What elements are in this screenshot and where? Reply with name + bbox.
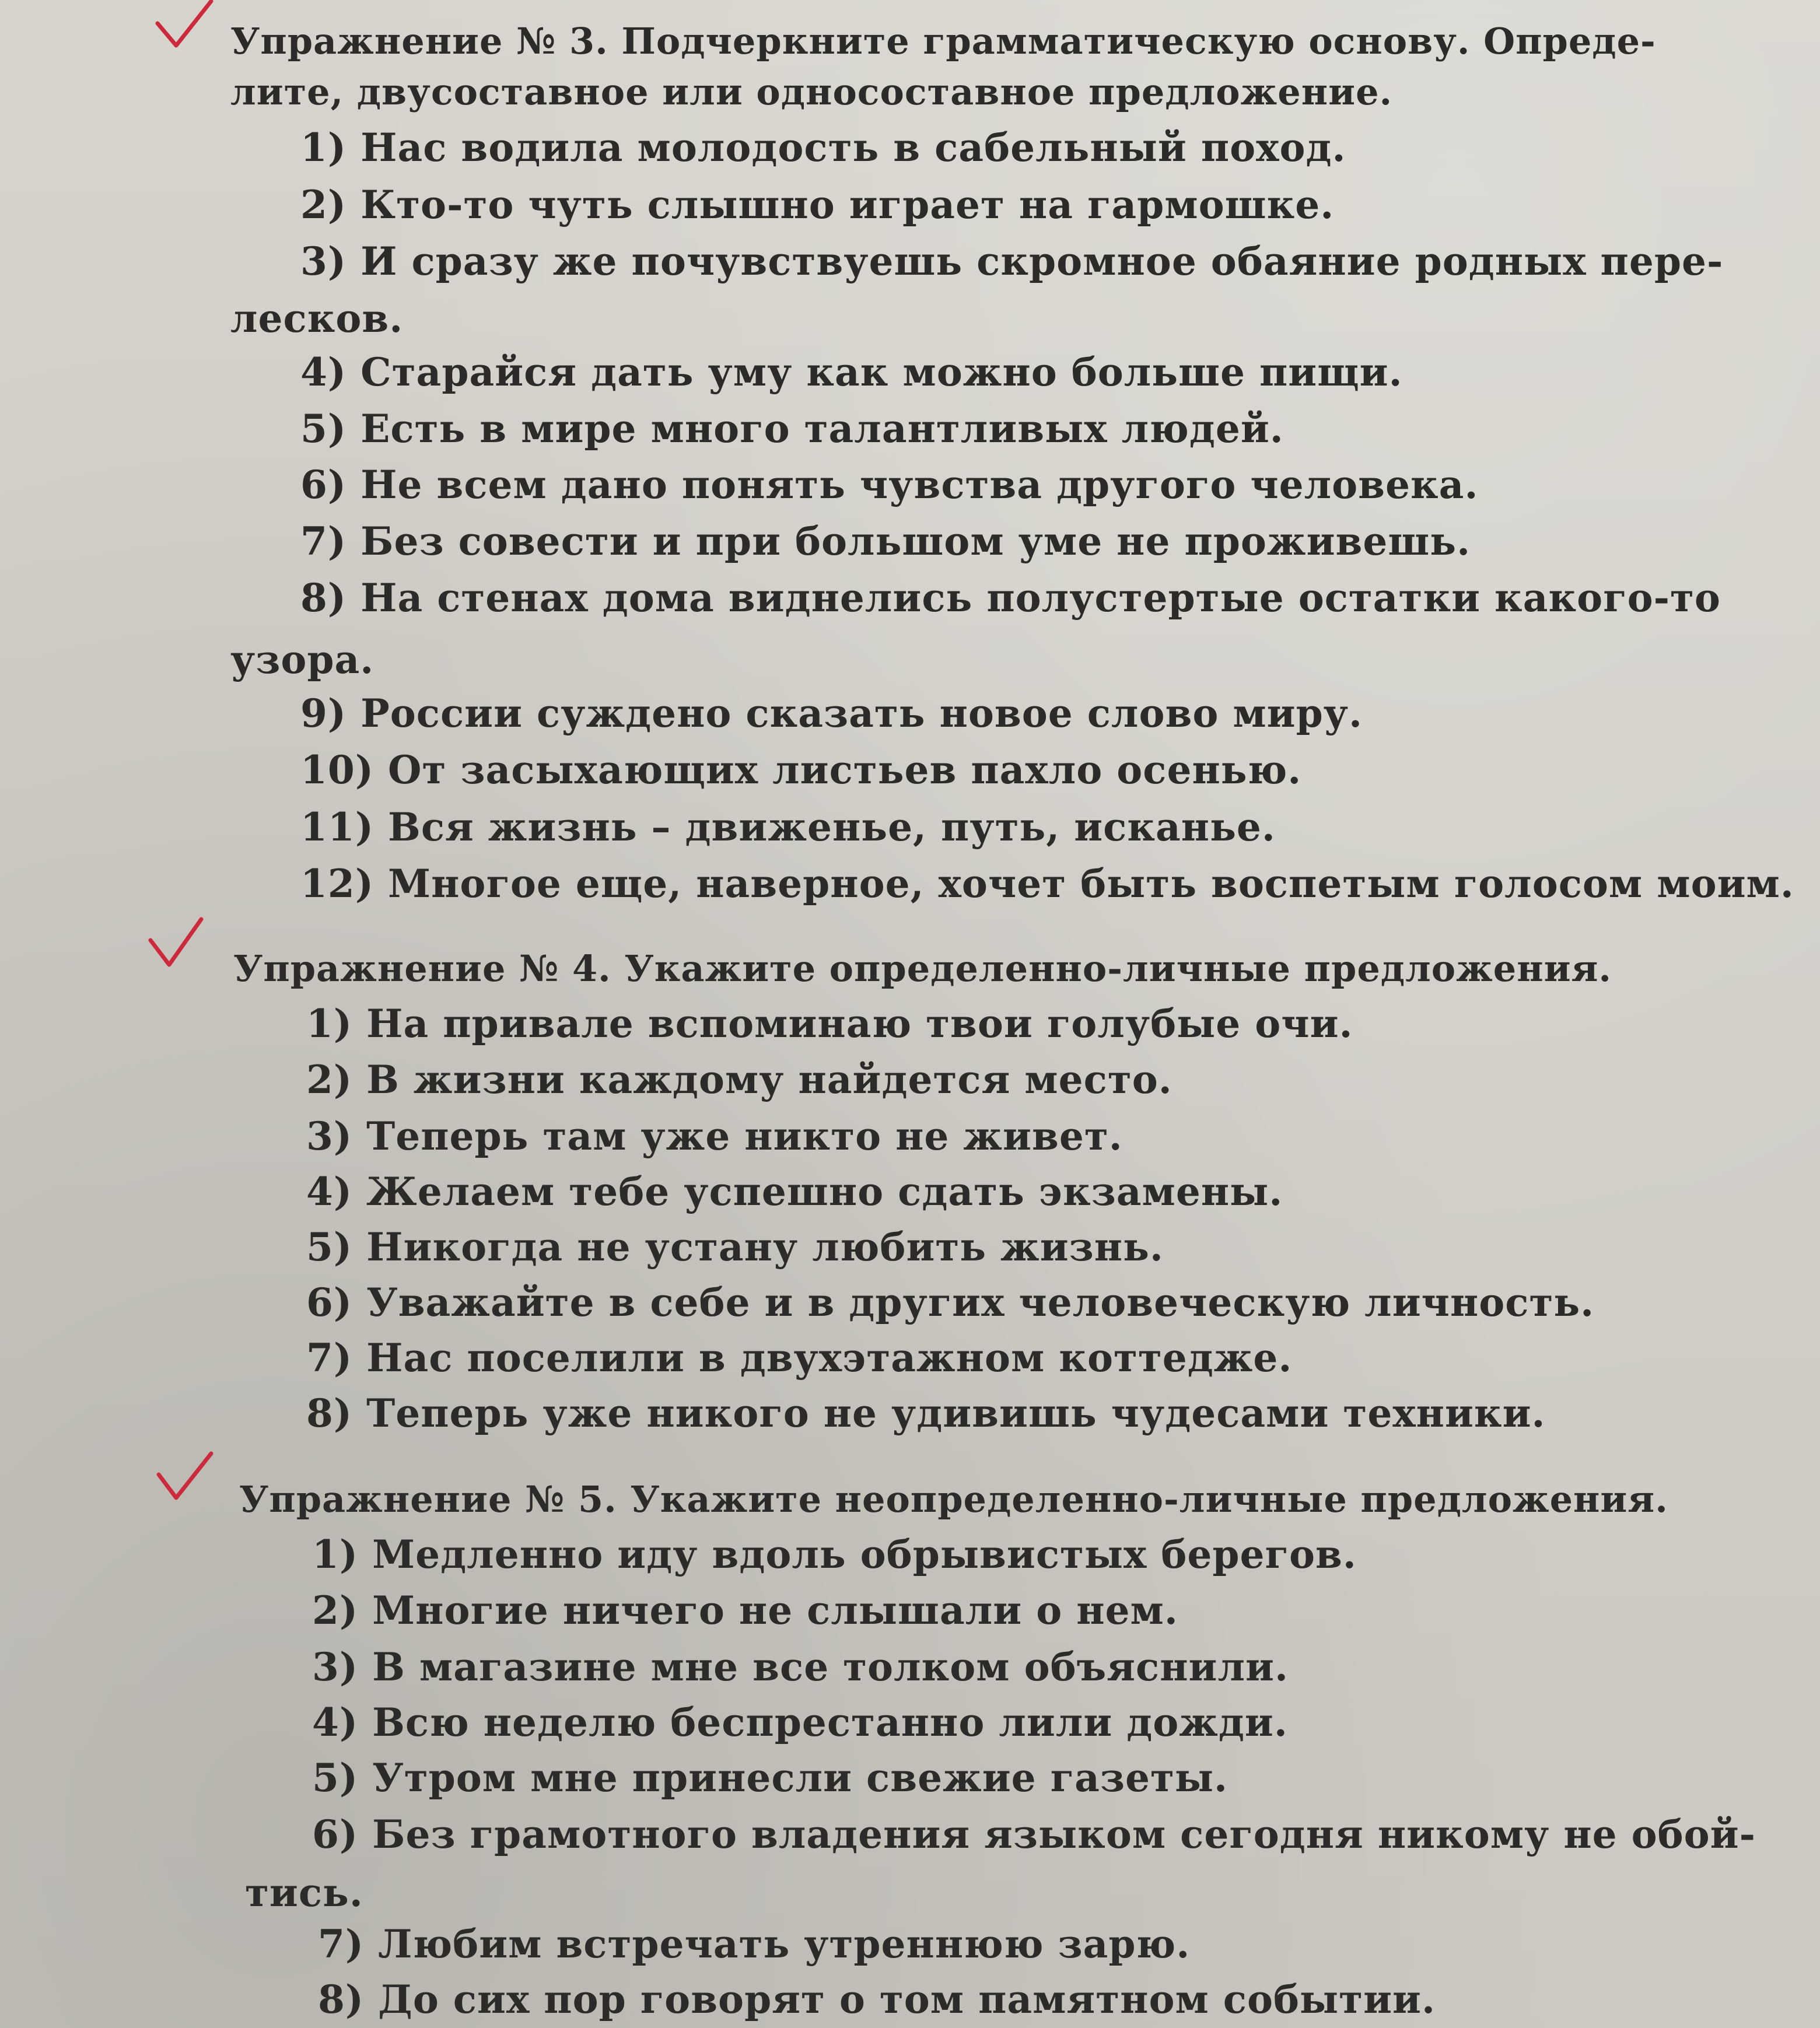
- exercise4-item-7: 7) Нас поселили в двухэтажном коттедже.: [306, 1335, 1293, 1381]
- exercise5-item-7: 7) Любим встречать утреннюю зарю.: [318, 1921, 1191, 1967]
- exercise3-item-3-continued: лесков.: [230, 296, 404, 341]
- exercise3-title-line1: Упражнение № 3. Подчеркните грамматическую основу. Опреде-: [230, 20, 1656, 62]
- exercise5-item-6-continued: тись.: [245, 1870, 363, 1915]
- exercise3-item-1: 1) Нас водила молодость в сабельный поход.: [300, 125, 1346, 170]
- exercise3-item-8: 8) На стенах дома виднелись полустертые остатки какого-то: [300, 575, 1721, 621]
- exercise3-item-12: 12) Многое еще, наверное, хочет быть воспетым голосом моим.: [300, 861, 1794, 906]
- exercise5-item-4: 4) Всю неделю беспрестанно лили дожди.: [312, 1700, 1288, 1745]
- exercise3-item-6: 6) Не всем дано понять чувства другого человека.: [300, 462, 1479, 507]
- exercise3-item-11: 11) Вся жизнь – движенье, путь, исканье.: [300, 804, 1276, 850]
- exercise4-item-6: 6) Уважайте в себе и в других человеческую личность.: [306, 1280, 1595, 1325]
- red-checkmark-icon: [146, 917, 210, 969]
- exercise5-title: Упражнение № 5. Укажите неопределенно-личные предложения.: [239, 1478, 1668, 1521]
- exercise5-item-8: 8) До сих пор говорят о том памятном событии.: [318, 1977, 1436, 2022]
- exercise3-title-line2: лите, двусоставное или односоставное предложение.: [230, 71, 1393, 113]
- exercise4-item-8: 8) Теперь уже никого не удивишь чудесами техники.: [306, 1390, 1546, 1436]
- exercise4-item-3: 3) Теперь там уже никто не живет.: [306, 1113, 1123, 1159]
- exercise5-item-3: 3) В магазине мне все толком объяснили.: [312, 1644, 1289, 1690]
- exercise4-item-5: 5) Никогда не устану любить жизнь.: [306, 1224, 1164, 1270]
- exercise3-item-10: 10) От засыхающих листьев пахло осенью.: [300, 747, 1302, 793]
- exercise3-item-7: 7) Без совести и при большом уме не проживешь.: [300, 519, 1471, 564]
- exercise3-item-3: 3) И сразу же почувствуешь скромное обаяние родных пере-: [300, 239, 1724, 284]
- exercise5-item-1: 1) Медленно иду вдоль обрывистых берегов.: [312, 1532, 1357, 1577]
- red-checkmark-icon: [153, 0, 217, 52]
- exercise4-item-2: 2) В жизни каждому найдется место.: [306, 1057, 1172, 1102]
- exercise4-title: Упражнение № 4. Укажите определенно-личные предложения.: [233, 947, 1612, 990]
- exercise3-item-2: 2) Кто-то чуть слышно играет на гармошке.: [300, 182, 1335, 227]
- exercise3-item-5: 5) Есть в мире много талантливых людей.: [300, 406, 1284, 451]
- exercise4-item-4: 4) Желаем тебе успешно сдать экзамены.: [306, 1169, 1283, 1214]
- exercise3-item-8-continued: узора.: [230, 637, 374, 682]
- exercise5-item-6: 6) Без грамотного владения языком сегодня никому не обой-: [312, 1812, 1756, 1857]
- exercise4-item-1: 1) На привале вспоминаю твои голубые очи.: [306, 1001, 1353, 1046]
- exercise3-item-4: 4) Старайся дать уму как можно больше пищи.: [300, 349, 1403, 395]
- exercise3-item-9: 9) России суждено сказать новое слово миру.: [300, 691, 1363, 736]
- exercise5-item-5: 5) Утром мне принесли свежие газеты.: [312, 1755, 1228, 1801]
- exercise5-item-2: 2) Многие ничего не слышали о нем.: [312, 1588, 1178, 1633]
- red-checkmark-icon: [153, 1451, 217, 1504]
